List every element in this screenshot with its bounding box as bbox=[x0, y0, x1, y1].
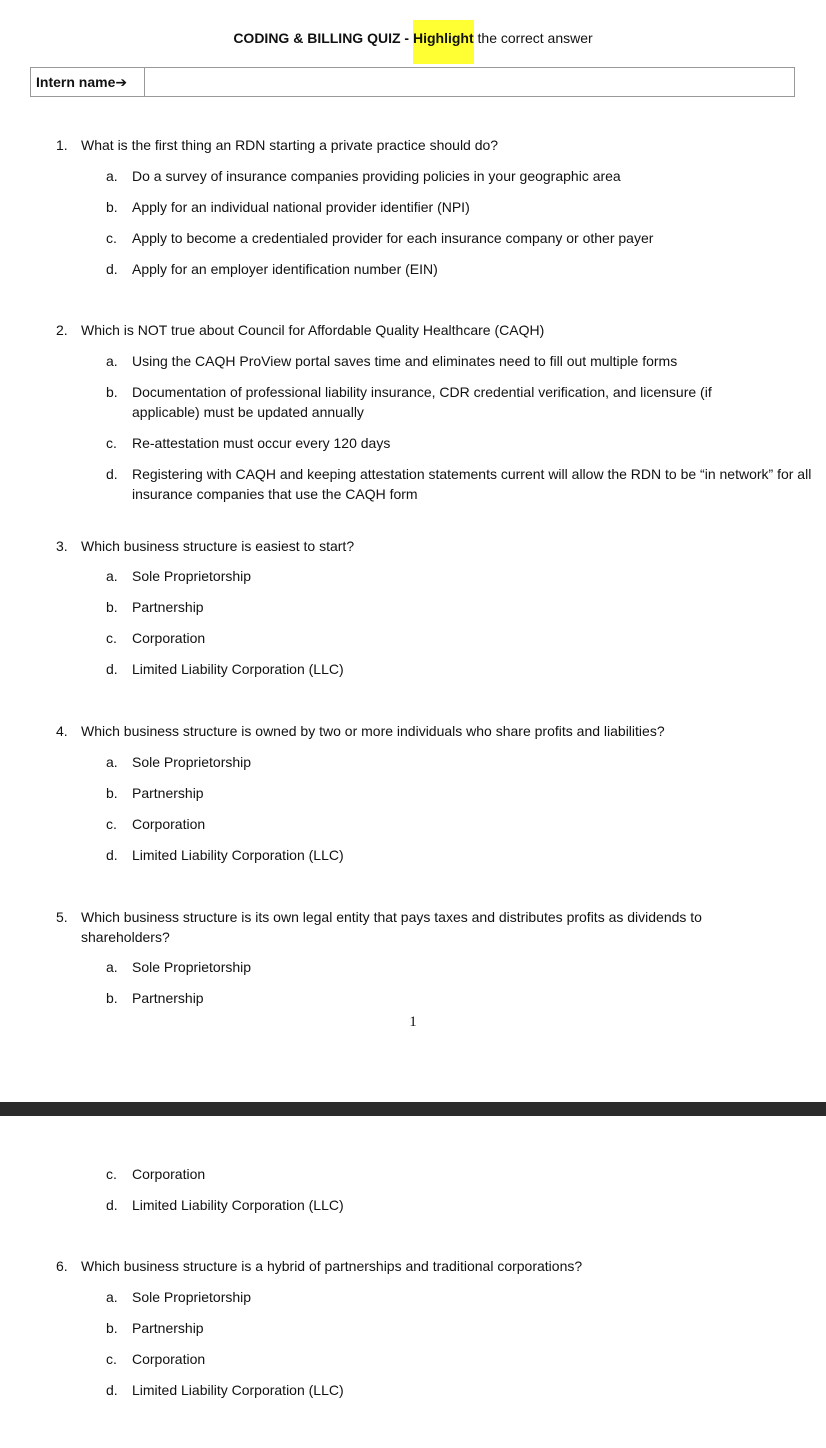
option-4a[interactable] bbox=[106, 752, 806, 772]
option-1b[interactable] bbox=[106, 197, 806, 217]
option-text: Partnership bbox=[132, 599, 204, 615]
option-letter: d. bbox=[106, 1197, 118, 1213]
question-text: Which business structure is its own legal entity that pays taxes and distributes profits as dividends to shareholders? bbox=[81, 909, 702, 945]
option-text: Sole Proprietorship bbox=[132, 959, 252, 975]
option-letter: d. bbox=[106, 1382, 118, 1398]
option-text: Limited Liability Corporation (LLC) bbox=[132, 847, 344, 863]
option-letter: b. bbox=[106, 990, 118, 1006]
option-4b[interactable] bbox=[106, 783, 806, 803]
option-letter: d. bbox=[106, 661, 118, 677]
question-text: Which is NOT true about Council for Affordable Quality Healthcare (CAQH) bbox=[81, 322, 545, 338]
page-number: 1 bbox=[409, 1014, 417, 1030]
option-letter: a. bbox=[106, 1289, 118, 1305]
question-3 bbox=[56, 536, 816, 556]
intern-name-label: Intern name➔ bbox=[31, 68, 145, 96]
option-text: Limited Liability Corporation (LLC) bbox=[132, 1382, 344, 1398]
option-text: Registering with CAQH and keeping attestation statements current will allow the RDN to be “in network” for all insurance companies that use the CAQH form bbox=[132, 466, 812, 502]
title-rest: the correct answer bbox=[473, 30, 593, 46]
option-letter: c. bbox=[106, 435, 117, 451]
option-text: Re-attestation must occur every 120 days bbox=[132, 435, 391, 451]
question-text: Which business structure is owned by two or more individuals who share profits and liabilities? bbox=[81, 723, 665, 739]
option-text: Corporation bbox=[132, 1166, 206, 1182]
option-5b[interactable] bbox=[106, 988, 806, 1008]
option-5c[interactable] bbox=[106, 1164, 806, 1184]
option-letter: c. bbox=[106, 230, 117, 246]
question-text: Which business structure is a hybrid of partnerships and traditional corporations? bbox=[81, 1258, 583, 1274]
option-6d[interactable] bbox=[106, 1380, 806, 1400]
option-1d[interactable] bbox=[106, 259, 806, 279]
option-letter: b. bbox=[106, 1320, 118, 1336]
option-2d[interactable] bbox=[106, 464, 818, 504]
page-break-divider bbox=[0, 1102, 826, 1116]
option-letter: b. bbox=[106, 199, 118, 215]
question-number: 2. bbox=[56, 322, 68, 338]
option-letter: a. bbox=[106, 568, 118, 584]
option-5d[interactable] bbox=[106, 1195, 806, 1215]
option-letter: c. bbox=[106, 1166, 117, 1182]
intern-name-field[interactable] bbox=[145, 68, 794, 96]
option-text: Corporation bbox=[132, 1351, 206, 1367]
question-text: Which business structure is easiest to start? bbox=[81, 538, 355, 554]
option-3b[interactable] bbox=[106, 597, 806, 617]
option-1c[interactable] bbox=[106, 228, 806, 248]
option-text: Apply for an employer identification number (EIN) bbox=[132, 261, 438, 277]
question-4 bbox=[56, 721, 816, 741]
option-letter: a. bbox=[106, 754, 118, 770]
option-text: Sole Proprietorship bbox=[132, 754, 252, 770]
option-3c[interactable] bbox=[106, 628, 806, 648]
option-text: Apply for an individual national provider identifier (NPI) bbox=[132, 199, 470, 215]
option-text: Partnership bbox=[132, 785, 204, 801]
option-letter: c. bbox=[106, 630, 117, 646]
option-text: Documentation of professional liability insurance, CDR credential verification, and licensure (if applicable) must be updated annually bbox=[132, 384, 712, 420]
option-2b[interactable] bbox=[106, 382, 746, 422]
option-letter: d. bbox=[106, 261, 118, 277]
option-4c[interactable] bbox=[106, 814, 806, 834]
question-2 bbox=[56, 320, 816, 340]
option-4d[interactable] bbox=[106, 845, 806, 865]
option-letter: b. bbox=[106, 785, 118, 801]
option-2c[interactable] bbox=[106, 433, 806, 453]
quiz-title bbox=[0, 28, 826, 48]
question-number: 3. bbox=[56, 538, 68, 554]
option-2a[interactable] bbox=[106, 351, 806, 371]
option-text: Corporation bbox=[132, 630, 206, 646]
option-letter: c. bbox=[106, 1351, 117, 1367]
option-letter: b. bbox=[106, 599, 118, 615]
question-text: What is the first thing an RDN starting a private practice should do? bbox=[81, 137, 499, 153]
option-text: Partnership bbox=[132, 990, 204, 1006]
question-number: 4. bbox=[56, 723, 68, 739]
option-3d[interactable] bbox=[106, 659, 806, 679]
question-number: 5. bbox=[56, 909, 68, 925]
option-6a[interactable] bbox=[106, 1287, 806, 1307]
option-text: Limited Liability Corporation (LLC) bbox=[132, 661, 344, 677]
option-text: Sole Proprietorship bbox=[132, 1289, 252, 1305]
option-text: Do a survey of insurance companies providing policies in your geographic area bbox=[132, 168, 621, 184]
option-6c[interactable] bbox=[106, 1349, 806, 1369]
question-6 bbox=[56, 1256, 816, 1276]
option-6b[interactable] bbox=[106, 1318, 806, 1338]
title-bold: CODING & BILLING QUIZ - bbox=[233, 30, 413, 46]
option-letter: d. bbox=[106, 466, 118, 482]
option-letter: a. bbox=[106, 353, 118, 369]
question-5 bbox=[56, 907, 736, 947]
option-5a[interactable] bbox=[106, 957, 806, 977]
option-text: Using the CAQH ProView portal saves time and eliminates need to fill out multiple forms bbox=[132, 353, 678, 369]
intern-name-table bbox=[30, 67, 795, 97]
question-1 bbox=[56, 135, 816, 155]
option-letter: c. bbox=[106, 816, 117, 832]
option-letter: a. bbox=[106, 959, 118, 975]
option-text: Sole Proprietorship bbox=[132, 568, 252, 584]
title-highlight: Highlight bbox=[413, 20, 474, 64]
option-letter: a. bbox=[106, 168, 118, 184]
option-3a[interactable] bbox=[106, 566, 806, 586]
option-letter: b. bbox=[106, 384, 118, 400]
question-number: 1. bbox=[56, 137, 68, 153]
option-1a[interactable] bbox=[106, 166, 806, 186]
option-text: Apply to become a credentialed provider for each insurance company or other payer bbox=[132, 230, 654, 246]
question-number: 6. bbox=[56, 1258, 68, 1274]
option-letter: d. bbox=[106, 847, 118, 863]
option-text: Limited Liability Corporation (LLC) bbox=[132, 1197, 344, 1213]
option-text: Corporation bbox=[132, 816, 206, 832]
option-text: Partnership bbox=[132, 1320, 204, 1336]
